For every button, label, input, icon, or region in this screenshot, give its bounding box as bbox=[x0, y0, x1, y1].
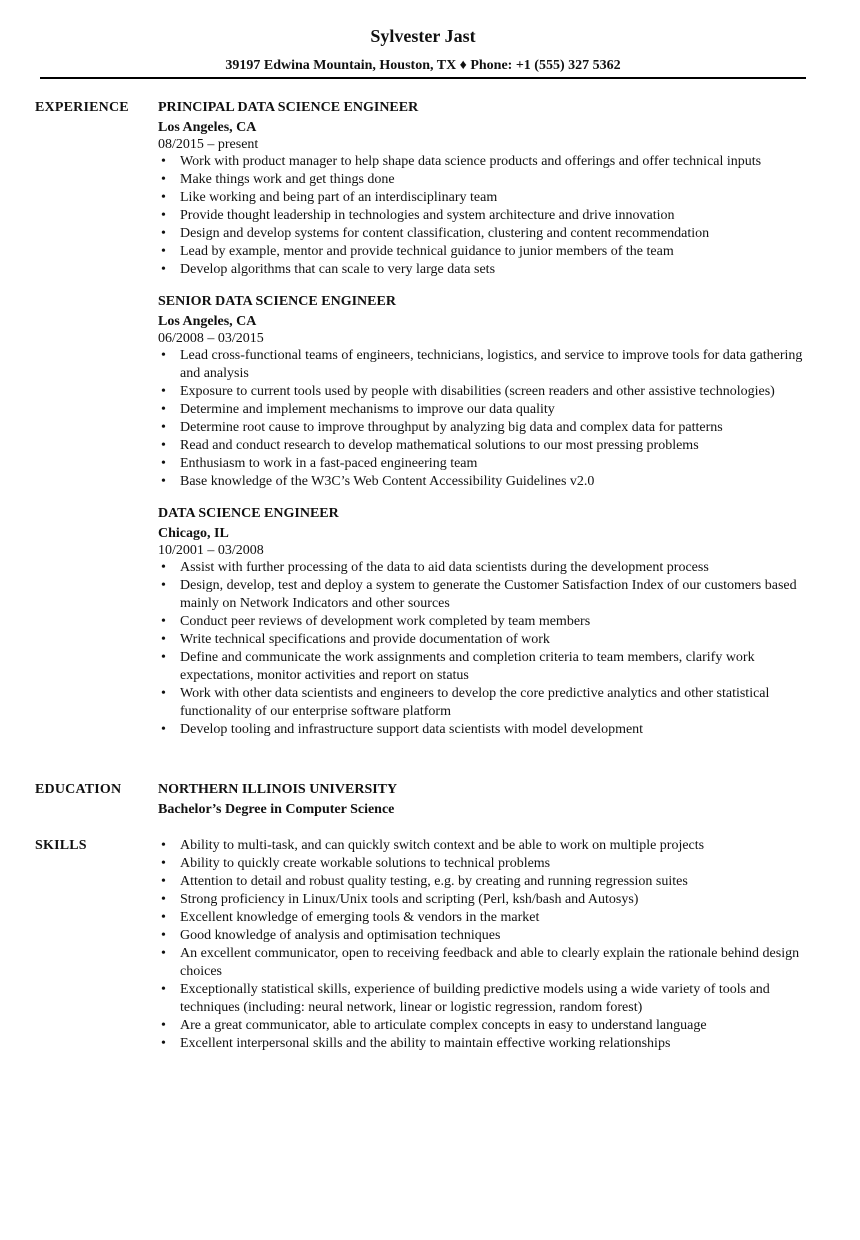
list-item bbox=[158, 909, 810, 927]
bullet-icon: • bbox=[161, 474, 166, 489]
bullet-text: Determine root cause to improve throughput by analyzing big data and complex data for patterns bbox=[180, 420, 723, 435]
list-item bbox=[158, 401, 810, 419]
bullet-text: Base knowledge of the W3C’s Web Content Accessibility Guidelines v2.0 bbox=[180, 474, 595, 489]
bullet-icon: • bbox=[161, 384, 166, 399]
job-title: PRINCIPAL DATA SCIENCE ENGINEER bbox=[158, 100, 419, 115]
bullet-icon: • bbox=[161, 226, 166, 241]
bullet-icon: • bbox=[161, 154, 166, 169]
list-item bbox=[158, 261, 810, 279]
list-item bbox=[158, 981, 810, 1017]
candidate-name: Sylvester Jast bbox=[370, 26, 476, 46]
bullet-icon: • bbox=[161, 632, 166, 647]
bullet-icon: • bbox=[161, 722, 166, 737]
bullet-text: Enthusiasm to work in a fast-paced engineering team bbox=[180, 456, 478, 471]
list-item bbox=[158, 837, 810, 855]
bullet-icon: • bbox=[161, 874, 166, 889]
job-entry bbox=[158, 505, 810, 739]
job-title: SENIOR DATA SCIENCE ENGINEER bbox=[158, 294, 396, 309]
job-dates: 10/2001 – 03/2008 bbox=[158, 543, 264, 558]
list-item bbox=[158, 559, 810, 577]
bullet-text: Design and develop systems for content classification, clustering and content recommendation bbox=[180, 226, 710, 241]
bullet-text: Design, develop, test and deploy a system to generate the Customer Satisfaction Index of our customers based mainly on Network Indicators and other sources bbox=[180, 578, 797, 611]
bullet-icon: • bbox=[161, 244, 166, 259]
bullet-text: Provide thought leadership in technologies and system architecture and drive innovation bbox=[180, 208, 675, 223]
list-item bbox=[158, 455, 810, 473]
skills-body bbox=[158, 837, 810, 1053]
bullet-text: Determine and implement mechanisms to improve our data quality bbox=[180, 402, 555, 417]
skill-text: An excellent communicator, open to receiving feedback and able to clearly explain the rationale behind design choices bbox=[180, 946, 800, 979]
list-item bbox=[158, 649, 810, 685]
education-body bbox=[158, 781, 810, 819]
bullet-icon: • bbox=[161, 402, 166, 417]
skills-heading: SKILLS bbox=[35, 838, 87, 853]
bullet-text: Assist with further processing of the data to aid data scientists during the development process bbox=[180, 560, 709, 575]
bullet-text: Like working and being part of an interdisciplinary team bbox=[180, 190, 498, 205]
list-item bbox=[158, 347, 810, 383]
experience-heading: EXPERIENCE bbox=[35, 100, 129, 115]
list-item bbox=[158, 1035, 810, 1053]
list-item bbox=[158, 383, 810, 401]
bullet-text: Lead cross-functional teams of engineers, technicians, logistics, and service to improve tools for data gathering and analysis bbox=[180, 348, 803, 381]
bullet-icon: • bbox=[161, 560, 166, 575]
bullet-icon: • bbox=[161, 348, 166, 363]
list-item bbox=[158, 927, 810, 945]
list-item bbox=[158, 631, 810, 649]
bullet-icon: • bbox=[161, 208, 166, 223]
list-item bbox=[158, 613, 810, 631]
skill-text: Good knowledge of analysis and optimisation techniques bbox=[180, 928, 501, 943]
contact-line: 39197 Edwina Mountain, Houston, TX ♦ Phone: +1 (555) 327 5362 bbox=[225, 58, 621, 73]
list-item bbox=[158, 171, 810, 189]
skill-text: Strong proficiency in Linux/Unix tools and scripting (Perl, ksh/bash and Autosys) bbox=[180, 892, 639, 907]
skill-text: Ability to multi-task, and can quickly switch context and be able to work on multiple projects bbox=[180, 838, 705, 853]
bullet-text: Exposure to current tools used by people with disabilities (screen readers and other assistive technologies) bbox=[180, 384, 775, 399]
bullet-icon: • bbox=[161, 892, 166, 907]
job-location: Los Angeles, CA bbox=[158, 120, 257, 135]
bullet-text: Work with product manager to help shape data science products and offerings and offer technical inputs bbox=[180, 154, 762, 169]
bullet-icon: • bbox=[161, 420, 166, 435]
bullet-icon: • bbox=[161, 856, 166, 871]
bullet-text: Develop tooling and infrastructure support data scientists with model development bbox=[180, 722, 644, 737]
bullet-icon: • bbox=[161, 456, 166, 471]
job-entry bbox=[158, 293, 810, 491]
bullet-icon: • bbox=[161, 438, 166, 453]
bullet-icon: • bbox=[161, 190, 166, 205]
bullet-icon: • bbox=[161, 982, 166, 997]
list-item bbox=[158, 855, 810, 873]
bullet-text: Define and communicate the work assignments and completion criteria to team members, clarify work expectations, monitor activities and report on status bbox=[180, 650, 755, 683]
list-item bbox=[158, 577, 810, 613]
list-item bbox=[158, 685, 810, 721]
resume-header bbox=[40, 24, 806, 76]
bullet-icon: • bbox=[161, 928, 166, 943]
skill-text: Excellent interpersonal skills and the ability to maintain effective working relationships bbox=[180, 1036, 671, 1051]
job-dates: 08/2015 – present bbox=[158, 137, 259, 152]
degree-name: Bachelor’s Degree in Computer Science bbox=[158, 802, 395, 817]
list-item bbox=[158, 891, 810, 909]
skill-text: Exceptionally statistical skills, experience of building predictive models using a wide variety of tools and techniques (including: neural network, linear or logistic regression, random forest) bbox=[180, 982, 770, 1015]
list-item bbox=[158, 243, 810, 261]
bullet-icon: • bbox=[161, 1018, 166, 1033]
list-item bbox=[158, 1017, 810, 1035]
header-divider bbox=[40, 77, 806, 79]
bullet-icon: • bbox=[161, 650, 166, 665]
bullet-text: Lead by example, mentor and provide technical guidance to junior members of the team bbox=[180, 244, 674, 259]
job-bullet-list bbox=[158, 153, 810, 279]
list-item bbox=[158, 153, 810, 171]
bullet-icon: • bbox=[161, 262, 166, 277]
job-entry bbox=[158, 99, 810, 279]
skill-text: Ability to quickly create workable solutions to technical problems bbox=[180, 856, 551, 871]
job-bullet-list bbox=[158, 559, 810, 739]
school-name: NORTHERN ILLINOIS UNIVERSITY bbox=[158, 782, 398, 797]
bullet-icon: • bbox=[161, 614, 166, 629]
bullet-icon: • bbox=[161, 946, 166, 961]
job-dates: 06/2008 – 03/2015 bbox=[158, 331, 264, 346]
list-item bbox=[158, 189, 810, 207]
bullet-icon: • bbox=[161, 578, 166, 593]
job-bullet-list bbox=[158, 347, 810, 491]
list-item bbox=[158, 473, 810, 491]
list-item bbox=[158, 945, 810, 981]
education-heading: EDUCATION bbox=[35, 782, 122, 797]
bullet-text: Make things work and get things done bbox=[180, 172, 395, 187]
list-item bbox=[158, 419, 810, 437]
list-item bbox=[158, 873, 810, 891]
job-title: DATA SCIENCE ENGINEER bbox=[158, 506, 339, 521]
list-item bbox=[158, 437, 810, 455]
skill-text: Attention to detail and robust quality testing, e.g. by creating and running regression suites bbox=[180, 874, 688, 889]
experience-body bbox=[158, 99, 810, 753]
job-location: Los Angeles, CA bbox=[158, 314, 257, 329]
bullet-icon: • bbox=[161, 838, 166, 853]
job-location: Chicago, IL bbox=[158, 526, 229, 541]
bullet-icon: • bbox=[161, 172, 166, 187]
bullet-icon: • bbox=[161, 686, 166, 701]
bullet-text: Conduct peer reviews of development work completed by team members bbox=[180, 614, 591, 629]
bullet-icon: • bbox=[161, 910, 166, 925]
skills-list bbox=[158, 837, 810, 1053]
list-item bbox=[158, 225, 810, 243]
bullet-icon: • bbox=[161, 1036, 166, 1051]
bullet-text: Work with other data scientists and engineers to develop the core predictive analytics and other statistical functionality of our enterprise software platform bbox=[180, 686, 770, 719]
list-item bbox=[158, 721, 810, 739]
list-item bbox=[158, 207, 810, 225]
bullet-text: Write technical specifications and provide documentation of work bbox=[180, 632, 550, 647]
bullet-text: Read and conduct research to develop mathematical solutions to our most pressing problems bbox=[180, 438, 699, 453]
skill-text: Excellent knowledge of emerging tools & vendors in the market bbox=[180, 910, 540, 925]
skill-text: Are a great communicator, able to articulate complex concepts in easy to understand language bbox=[180, 1018, 707, 1033]
bullet-text: Develop algorithms that can scale to very large data sets bbox=[180, 262, 496, 277]
